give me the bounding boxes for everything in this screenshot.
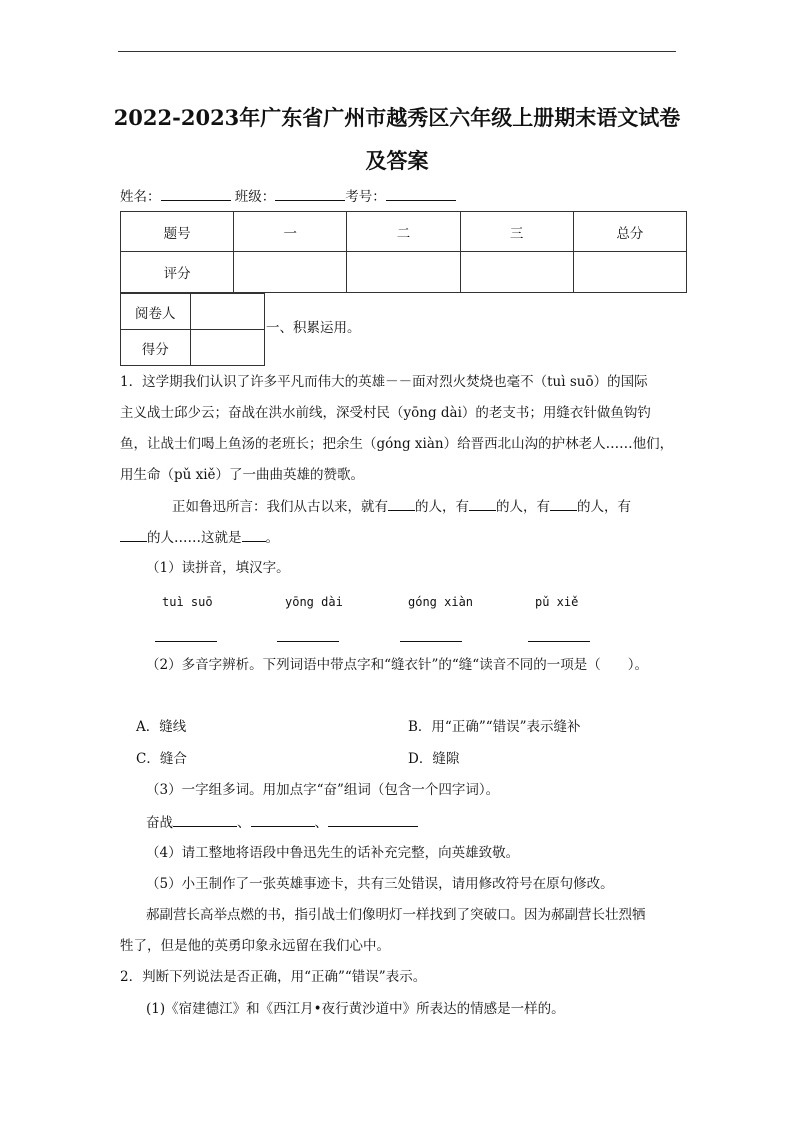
pinyin-answer-line[interactable] [155,641,217,642]
grader-box [120,293,265,366]
grader-score-label: 得分 [121,330,191,366]
score-row-label: 评分 [121,252,234,293]
score-cell[interactable] [573,252,686,293]
exam-no-field[interactable] [386,186,456,201]
q1-sub4: （4）请工整地将语段中鲁迅先生的话补充完整，向英雄致敬。 [146,845,520,861]
lu-xun-quote-line1: 正如鲁迅所言：我们从古以来，就有 的人，有 的人，有 的人，有 [172,496,631,517]
name-field[interactable] [161,186,231,201]
pinyin-item: góng xiàn [408,595,474,609]
word-blank[interactable] [173,812,237,827]
q1-sub2: （2）多音字辨析。下列词语中带点字和“缝衣针”的“缝“读音不同的一项是（ ）。 [146,657,648,673]
q1-sub3-answer: 奋战 、 、 [146,812,418,833]
pinyin-item: tuì suō [162,595,213,609]
quote-blank[interactable] [120,527,147,542]
q2-stem: 2．判断下列说法是否正确，用“正确”“错误”表示。 [120,969,427,985]
lu-xun-quote-line2: 的人……这就是 。 [120,527,279,548]
score-table-header: 三 [460,212,573,252]
option-a: A．缝线 [136,719,187,735]
score-cell[interactable] [460,252,573,293]
quote-blank[interactable] [242,527,266,542]
header-rule [118,51,676,52]
quote-blank[interactable] [388,496,415,511]
score-cell[interactable] [347,252,460,293]
hero-card-line1: 郝副营长高举点燃的书，指引战士们像明灯一样找到了突破口。因为郝副营长壮烈牺 [146,907,646,923]
q1-sub1: （1）读拼音，填汉字。 [146,560,290,576]
option-c: C．缝合 [136,751,187,767]
pinyin-answer-line[interactable] [400,641,462,642]
score-table-header: 题号 [121,212,234,252]
grader-score-cell[interactable] [190,330,264,366]
q1-line3: 鱼，让战士们喝上鱼汤的老班长；把余生（góng xiàn）给晋西北山沟的护林老人……他们， [120,436,674,452]
score-table-header: 二 [347,212,460,252]
name-label: 姓名： [120,189,161,205]
exam-no-label: 考号： [345,189,386,205]
option-b: B．用“正确”“错误”表示缝补 [408,719,581,735]
score-table [120,211,687,293]
section-heading: 一、积累运用。 [266,320,361,336]
class-label: 班级： [234,189,276,205]
q1-line2: 主义战士邱少云；奋战在洪水前线，深受村民（yōng dài）的老支书；用缝衣针做鱼钩钓 [120,405,651,421]
page-title: 2022-2023年广东省广州市越秀区六年级上册期末语文试卷 [113,105,681,130]
quote-blank[interactable] [550,496,577,511]
quote-blank[interactable] [469,496,496,511]
q2-item1: (1)《宿建德江》和《西江月•夜行黄沙道中》所表达的情感是一样的。 [146,1001,565,1017]
class-field[interactable] [275,186,345,201]
word-blank[interactable] [328,812,418,827]
q1-line1: 1．这学期我们认识了许多平凡而伟大的英雄－－面对烈火焚烧也毫不（tuì suō）的国际 [120,374,648,390]
q1-sub5: （5）小王制作了一张英雄事迹卡，共有三处错误，请用修改符号在原句修改。 [146,876,614,892]
pinyin-item: yōng dài [285,595,343,609]
pinyin-item: pǔ xiě [535,595,579,609]
reviewer-cell[interactable] [190,294,264,330]
score-table-header: 一 [234,212,347,252]
q1-sub3: （3）一字组多词。用加点字“奋”组词（包含一个四字词）。 [146,782,500,798]
score-table-header: 总分 [573,212,686,252]
hero-card-line2: 牲了，但是他的英勇印象永远留在我们心中。 [120,938,390,954]
student-info-row [120,186,456,207]
option-d: D．缝隙 [408,751,460,767]
pinyin-answer-line[interactable] [277,641,339,642]
word-blank[interactable] [251,812,315,827]
q1-line4: 用生命（pǔ xiě）了一曲曲英雄的赞歌。 [120,467,365,483]
pinyin-answer-line[interactable] [528,641,590,642]
score-cell[interactable] [234,252,347,293]
reviewer-label: 阅卷人 [121,294,191,330]
page-title-continued: 及答案 [365,148,429,173]
